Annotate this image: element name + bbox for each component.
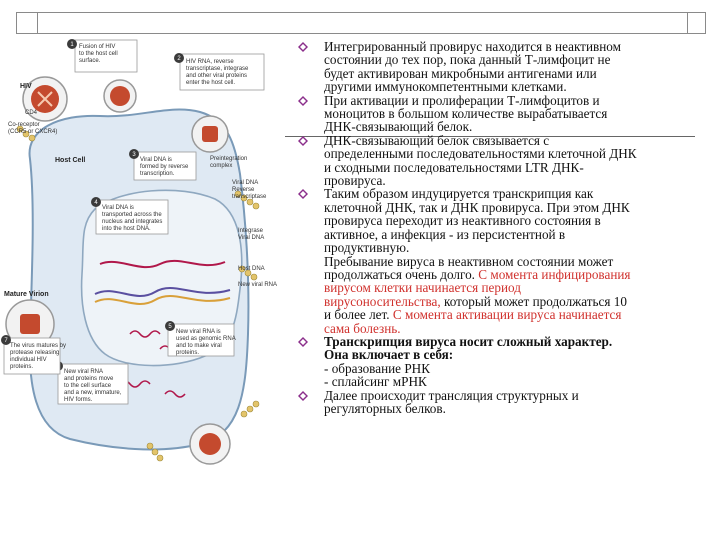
highlighted-text: вирусом клетки начинается период	[324, 280, 521, 296]
callout-7-line-2: protease releasing	[10, 350, 60, 356]
callout-box-3	[129, 149, 196, 180]
step-number-1: 1	[70, 42, 74, 48]
text-line: Далее происходит трансляция структурных и	[324, 387, 579, 403]
sub-item: - сплайсинг мРНК	[324, 374, 427, 390]
text-line: другими иммунокомпетентными клетками.	[324, 79, 567, 95]
callout-7-line-4: proteins.	[10, 364, 34, 370]
label-integrase: Integrase	[238, 228, 264, 234]
callout-6-line-3: to the cell surface	[64, 383, 112, 389]
label-preintegration: Preintegration	[210, 156, 248, 162]
text-line: Пребывание вируса в неактивном состоянии может	[324, 253, 614, 269]
step-number-7: 7	[4, 338, 8, 344]
callout-3-line-1: Viral DNA is	[140, 157, 172, 163]
text-line: состоянии до тех пор, пока данный Т-лимфоцит не	[324, 52, 611, 68]
callout-7-line-1: The virus matures by	[10, 343, 67, 349]
callout-box-5	[165, 321, 236, 356]
text-line: провируса.	[324, 173, 386, 189]
step-number-5: 5	[168, 324, 172, 330]
bold-text-line: Транскрипция вируса носит сложный характер.	[324, 333, 613, 349]
highlighted-text: сама болезнь.	[324, 320, 401, 336]
callout-6-line-5: HIV forms.	[64, 397, 93, 403]
label-new-viral-rna: New viral RNA	[238, 282, 278, 288]
step-number-4: 4	[94, 200, 98, 206]
sub-item: - образование РНК	[324, 360, 430, 376]
text-line: определенными последовательностями клеточной ДНК	[324, 146, 637, 162]
label-coreceptor-type: (CCR5 or CXCR4)	[8, 129, 58, 135]
hiv-replication-diagram	[0, 34, 290, 504]
text-line	[324, 268, 704, 281]
bullet-diamond-icon	[298, 96, 308, 106]
label-hiv: HIV	[20, 83, 32, 90]
bullet-diamond-icon	[298, 136, 308, 146]
text-line: регуляторных белков.	[324, 400, 446, 416]
label-reverse: Reverse	[232, 187, 255, 193]
callout-2-line-1: HIV RNA, reverse	[186, 59, 234, 65]
callout-box-7	[1, 335, 66, 374]
label-viral-dna-2: Viral DNA	[238, 235, 265, 241]
top-bar-segment	[37, 13, 688, 33]
bullet-item	[298, 40, 704, 94]
label-host-dna: Host DNA	[238, 266, 265, 272]
highlighted-text: вирусоносительства,	[324, 293, 441, 309]
callout-5-line-2: used as genomic RNA	[176, 336, 236, 342]
bullet-diamond-icon	[298, 337, 308, 347]
callout-box-6	[53, 361, 128, 404]
bullet-item	[298, 187, 704, 334]
callout-5-line-1: New viral RNA is	[176, 329, 221, 335]
text-line: и сходными последовательностями LTR ДНК-	[324, 159, 584, 175]
text-segment: и более лет.	[324, 307, 393, 323]
bullet-item	[298, 134, 704, 188]
text-line: клеточной ДНК, так и ДНК провируса. При этом ДНК	[324, 199, 630, 215]
bullet-diamond-icon	[298, 42, 308, 52]
callout-2-line-2: transcriptase, integrase	[186, 66, 249, 72]
step-number-3: 3	[132, 152, 136, 158]
callout-2-line-4: enter the host cell.	[186, 80, 236, 86]
top-bar-segment	[17, 13, 38, 33]
text-column	[298, 40, 704, 415]
text-line: продуктивную.	[324, 240, 410, 256]
text-segment: который может продолжаться 10	[440, 293, 627, 309]
label-host-cell: Host Cell	[55, 157, 86, 164]
budding-virion	[190, 424, 230, 464]
text-line: Интегрированный провирус находится в неактивном	[324, 39, 621, 54]
highlighted-text: С момента активации вируса начинается	[392, 307, 622, 323]
callout-box-4	[91, 197, 168, 234]
callout-4-line-2: transported across the	[102, 212, 162, 218]
bullet-item	[298, 389, 704, 416]
label-mature-virion: Mature Virion	[4, 291, 49, 298]
callout-6-line-1: New viral RNA	[64, 369, 104, 375]
bullet-diamond-icon	[298, 391, 308, 401]
callout-1-line-2: to the host cell	[79, 51, 118, 57]
callout-3-line-3: transcription.	[140, 171, 175, 177]
preintegration-complex	[192, 116, 228, 152]
label-coreceptor: Co-receptor	[8, 122, 40, 128]
callout-4-line-1: Viral DNA is	[102, 205, 134, 211]
callout-3-line-2: formed by reverse	[140, 164, 189, 170]
callout-2-line-3: and other viral proteins	[186, 73, 248, 79]
bullet-item	[298, 94, 704, 134]
callout-6-line-2: and proteins move	[64, 376, 114, 382]
text-line: ДНК-связывающий белок связывается с	[324, 132, 550, 148]
text-line: будет активирован микробными антигенами или	[324, 65, 597, 81]
text-line: моноцитов в большом количестве вырабатывается	[324, 106, 608, 122]
hiv-virion-fusing	[104, 80, 136, 112]
callout-box-2	[174, 53, 264, 90]
top-decorative-bar	[16, 12, 706, 34]
text-segment: продолжаться очень долго.	[324, 266, 479, 282]
callout-1-line-3: surface.	[79, 58, 101, 64]
callout-box-1	[67, 39, 137, 72]
hiv-lifecycle-figure	[0, 34, 290, 504]
step-number-2: 2	[177, 56, 181, 62]
label-preintegration-complex: complex	[210, 163, 233, 169]
label-viral-dna: Viral DNA	[232, 180, 259, 186]
label-cd4: CD4	[25, 110, 38, 116]
callout-4-line-4: into the host DNA.	[102, 226, 151, 232]
text-line: Таким образом индуцируется транскрипция как	[324, 186, 594, 202]
text-line: активное, а инфекция - из персистентной в	[324, 226, 566, 242]
text-line: провируса переходит из неактивного состояния в	[324, 213, 601, 229]
callout-4-line-3: nucleus and integrates	[102, 219, 163, 225]
label-transcriptase: transcriptase	[232, 194, 267, 200]
bullet-item	[298, 335, 704, 389]
callout-1-line-1: Fusion of HIV	[79, 44, 116, 50]
callout-5-line-4: proteins.	[176, 350, 200, 356]
text-line	[324, 295, 704, 308]
bold-text-line: Она включает в себя:	[324, 347, 454, 363]
text-line	[324, 308, 704, 321]
callout-6-line-4: and a new, immature,	[64, 390, 122, 396]
text-line: ДНК-связывающий белок.	[324, 119, 473, 135]
callout-7-line-3: individual HIV	[10, 357, 47, 363]
bullet-diamond-icon	[298, 189, 308, 199]
highlighted-text: С момента инфицирования	[478, 266, 631, 282]
callout-5-line-3: and to make viral	[176, 343, 222, 349]
text-line: При активации и пролиферации Т-лимфоцитов и	[324, 92, 600, 108]
